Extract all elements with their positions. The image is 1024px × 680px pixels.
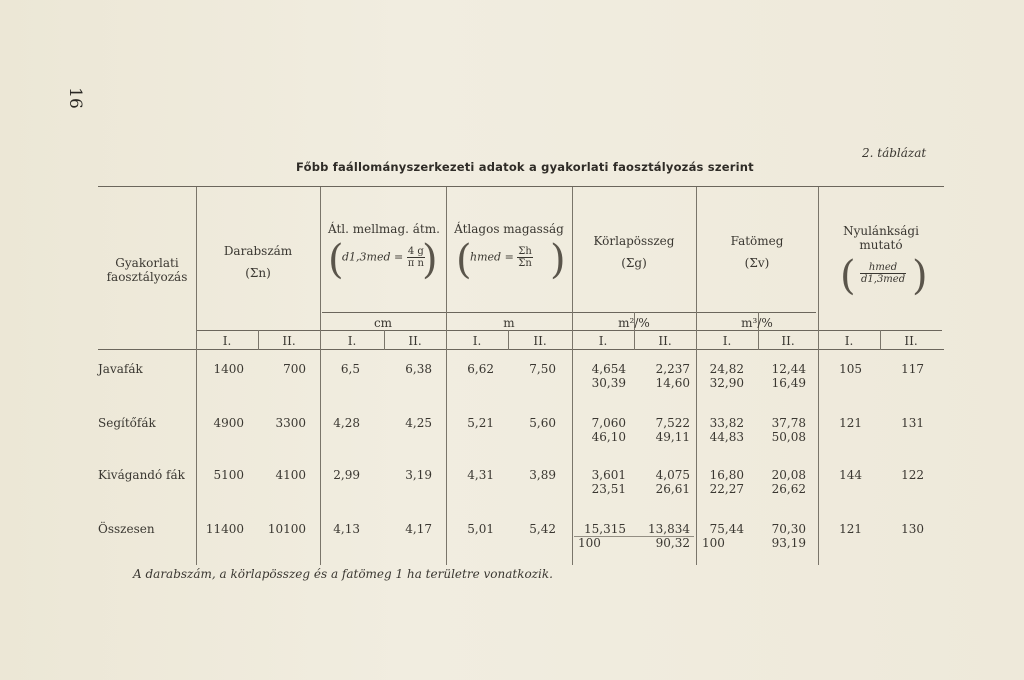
col-rule <box>446 187 447 565</box>
table-cell: 4,25 <box>405 416 432 430</box>
table-cell: 12,44 <box>771 362 806 376</box>
table-cell: 20,08 <box>771 468 806 482</box>
table-cell: 15,315 <box>584 522 626 536</box>
table-cell-percent: 26,62 <box>771 482 806 496</box>
sub-header: II. <box>282 334 296 348</box>
table-cell: 4100 <box>275 468 306 482</box>
footnote: A darabszám, a körlapösszeg és a fatömeg 1 ha területre vonatkozik. <box>133 567 553 581</box>
unit-diameter: cm <box>373 316 393 330</box>
table-cell: 4900 <box>213 416 244 430</box>
unit-volume: m³/% <box>741 316 773 330</box>
table-cell: 5,21 <box>467 416 494 430</box>
row-label: Segítőfák <box>98 416 156 430</box>
table-cell-percent: 93,19 <box>771 536 806 550</box>
table-cell: 2,237 <box>655 362 690 376</box>
sub-header: I. <box>222 334 232 348</box>
table-cell: 7,060 <box>591 416 626 430</box>
header-count: Darabszám (Σn) <box>223 244 293 280</box>
header-class: Gyakorlati faosztályozás <box>106 256 188 284</box>
header-diameter: Átl. mellmag. átm. <box>328 222 440 236</box>
slender-formula: $\frac{\text{hmed}}{\text{d1,3med}}$ <box>861 262 906 285</box>
formula-paren-right: ) <box>912 253 928 299</box>
page-number: 16 <box>64 87 85 109</box>
table-cell-percent: 26,61 <box>655 482 690 496</box>
table-cell: 4,28 <box>333 416 360 430</box>
table-cell-percent: 49,11 <box>655 430 690 444</box>
table-cell: 5,01 <box>467 522 494 536</box>
height-formula: hmed = $\frac{\Sigma h}{\Sigma n}$ <box>470 246 532 269</box>
table-cell: 11400 <box>205 522 244 536</box>
table-cell: 1400 <box>213 362 244 376</box>
table-cell: 2,99 <box>333 468 360 482</box>
sub-header: I. <box>844 334 854 348</box>
table-cell: 4,075 <box>655 468 690 482</box>
table-cell-percent: 90,32 <box>655 536 690 550</box>
table-cell: 10100 <box>267 522 306 536</box>
table-cell: 6,62 <box>467 362 494 376</box>
header-basal: Körlapösszeg (Σg) <box>593 234 675 270</box>
table-cell: 121 <box>839 522 862 536</box>
formula-paren-left: ( <box>840 253 856 299</box>
table-cell: 16,80 <box>709 468 744 482</box>
table-cell: 37,78 <box>771 416 806 430</box>
table-cell: 33,82 <box>709 416 744 430</box>
sub-header: I. <box>598 334 608 348</box>
header-volume: Fatömeg (Σv) <box>730 234 784 270</box>
table-cell: 131 <box>901 416 924 430</box>
table-cell: 130 <box>901 522 924 536</box>
table-cell-percent: 14,60 <box>655 376 690 390</box>
table-cell: 144 <box>839 468 862 482</box>
table-cell-percent: 46,10 <box>591 430 626 444</box>
table-cell: 7,522 <box>655 416 690 430</box>
table-cell: 117 <box>901 362 924 376</box>
sub-rule-top <box>196 330 942 331</box>
table-cell: 7,50 <box>529 362 556 376</box>
unit-rule <box>322 312 816 313</box>
table-cell: 13,834 <box>648 522 690 536</box>
formula-paren-left: ( <box>456 237 472 283</box>
sub-header: II. <box>781 334 795 348</box>
unit-height: m <box>503 316 515 330</box>
row-label: Javafák <box>98 362 143 376</box>
table-cell: 4,654 <box>591 362 626 376</box>
table-label: 2. táblázat <box>862 146 927 160</box>
table-cell: 70,30 <box>771 522 806 536</box>
table-cell-percent: 100 <box>702 536 725 550</box>
sub-header: I. <box>347 334 357 348</box>
header-height: Átlagos magasság <box>454 222 564 236</box>
col-rule <box>320 187 321 565</box>
table-cell: 121 <box>839 416 862 430</box>
sub-header: I. <box>722 334 732 348</box>
table-cell: 4,31 <box>467 468 494 482</box>
table-cell: 122 <box>901 468 924 482</box>
table-cell: 6,5 <box>340 362 360 376</box>
row-label: Kivágandó fák <box>98 468 185 482</box>
table-cell: 3,19 <box>405 468 432 482</box>
sub-header: II. <box>658 334 672 348</box>
table-cell: 4,13 <box>333 522 360 536</box>
table-cell-percent: 23,51 <box>591 482 626 496</box>
unit-basal: m²/% <box>618 316 650 330</box>
formula-paren-left: ( <box>328 237 344 283</box>
formula-paren-right: ) <box>550 237 566 283</box>
sub-header: II. <box>904 334 918 348</box>
header-slender: Nyulánksági mutató <box>843 224 919 252</box>
table-cell-percent: 100 <box>578 536 601 550</box>
table-cell-percent: 32,90 <box>709 376 744 390</box>
table-cell: 6,38 <box>405 362 432 376</box>
sub-header: I. <box>472 334 482 348</box>
table-cell-percent: 30,39 <box>591 376 626 390</box>
table-cell: 75,44 <box>709 522 744 536</box>
table-cell: 3,89 <box>529 468 556 482</box>
formula-paren-right: ) <box>422 237 438 283</box>
table-cell: 700 <box>283 362 306 376</box>
table-cell: 105 <box>839 362 862 376</box>
table-cell-percent: 44,83 <box>709 430 744 444</box>
table-cell: 3300 <box>275 416 306 430</box>
table-cell: 5100 <box>213 468 244 482</box>
sub-header: II. <box>408 334 422 348</box>
table-cell-percent: 22,27 <box>709 482 744 496</box>
table-title: Főbb faállományszerkezeti adatok a gyakorlati faosztályozás szerint <box>296 160 754 174</box>
row-label: Összesen <box>98 522 155 536</box>
table-cell: 4,17 <box>405 522 432 536</box>
sub-header: II. <box>533 334 547 348</box>
table-cell-percent: 16,49 <box>771 376 806 390</box>
diameter-formula: d1,3med = $\frac{4 g}{\text{π n}}$ <box>342 246 424 269</box>
table-cell: 24,82 <box>709 362 744 376</box>
table-cell: 5,60 <box>529 416 556 430</box>
table-cell: 3,601 <box>591 468 626 482</box>
table-cell-percent: 50,08 <box>771 430 806 444</box>
table-cell: 5,42 <box>529 522 556 536</box>
